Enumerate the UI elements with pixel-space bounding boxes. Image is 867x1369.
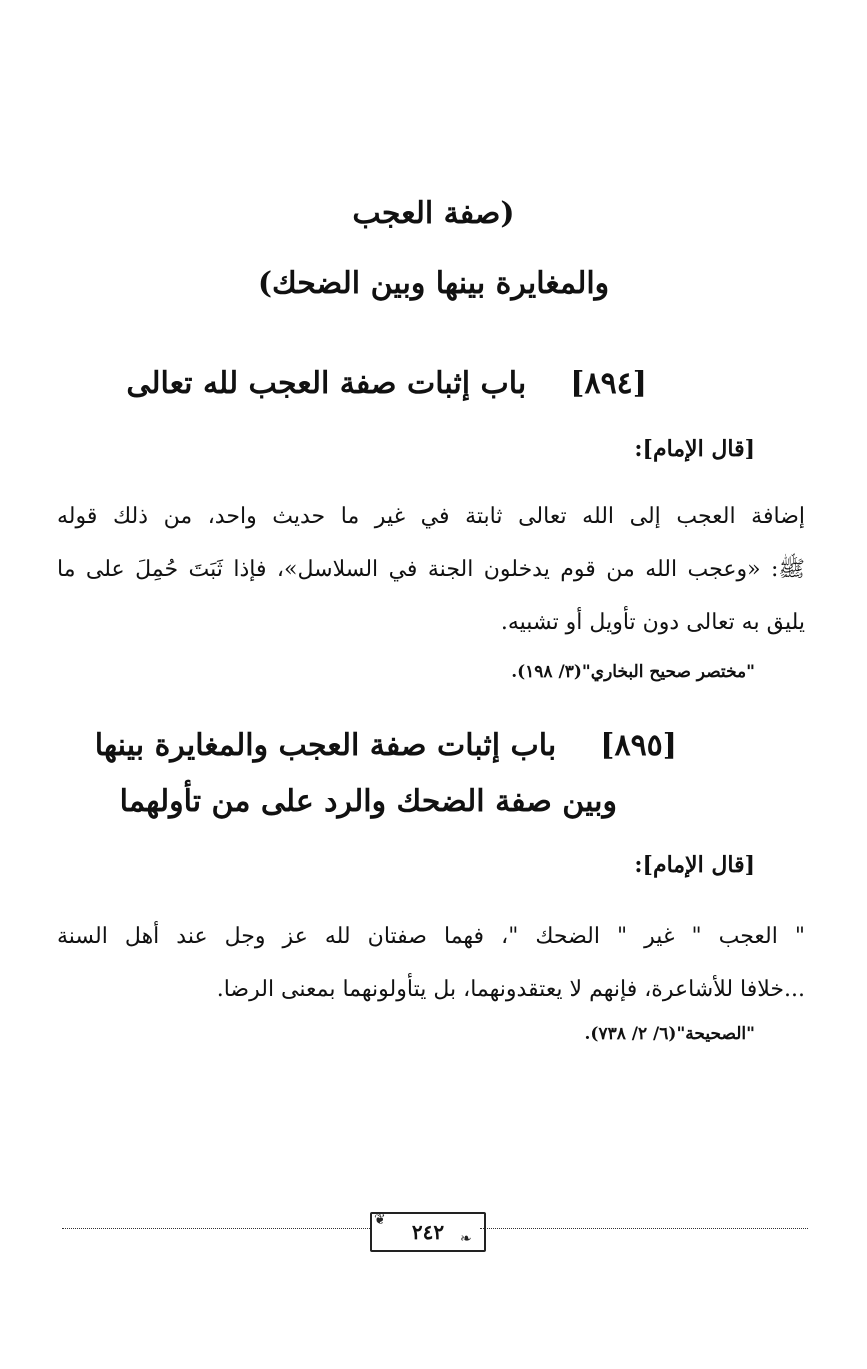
page-number: ٢٤٢: [411, 1220, 445, 1244]
section-895-line-1: " العجب " غير " الضحك "، فهما صفتان لله عز وجل عند أهل السنة: [57, 924, 805, 949]
section-895-label: [قال الإمام]:: [634, 852, 755, 878]
section-895-line-2: ...خلافا للأشاعرة، فإنهم لا يعتقدونهما، بل يتأولونهما بمعنى الرضا.: [216, 977, 805, 1002]
section-895-title-line2: وبين صفة الضحك والرد على من تأولهما: [119, 784, 617, 819]
section-895-number: [٨٩٥]: [600, 728, 677, 763]
section-894-source: "مختصر صحيح البخاري"(٣/ ١٩٨).: [511, 662, 755, 682]
section-894-line-1: إضافة العجب إلى الله تعالى ثابتة في غير ما حديث واحد، من ذلك قوله: [57, 504, 805, 529]
section-895-heading: [95, 728, 677, 763]
footer-rule-right: [480, 1228, 808, 1229]
chapter-title-line2: والمغايرة بينها وبين الضحك): [257, 266, 610, 301]
section-894-title: باب إثبات صفة العجب لله تعالى: [126, 366, 527, 401]
section-895-source: "الصحيحة"(٦/ ٢/ ٧٣٨).: [584, 1024, 755, 1044]
section-894-number: [٨٩٤]: [570, 366, 647, 401]
section-895-title-line1: باب إثبات صفة العجب والمغايرة بينها: [94, 728, 557, 763]
section-894-heading: [126, 366, 647, 401]
chapter-title-line1: (صفة العجب: [352, 196, 515, 231]
section-894-label: [قال الإمام]:: [634, 436, 755, 462]
section-894-line-3: يليق به تعالى دون تأويل أو تشبيه.: [500, 610, 805, 635]
section-895-text: [57, 910, 805, 1016]
floral-corner-ornament-icon: ❧: [460, 1231, 472, 1247]
footer-rule-left: [62, 1228, 372, 1229]
section-894-text: [57, 490, 805, 649]
section-894-line-2: ﷺ: «وعجب الله من قوم يدخلون الجنة في السلاسل»، فإذا ثَبَتَ حُمِلَ على ما: [57, 557, 805, 582]
floral-corner-ornament-icon: ❦: [374, 1212, 386, 1228]
